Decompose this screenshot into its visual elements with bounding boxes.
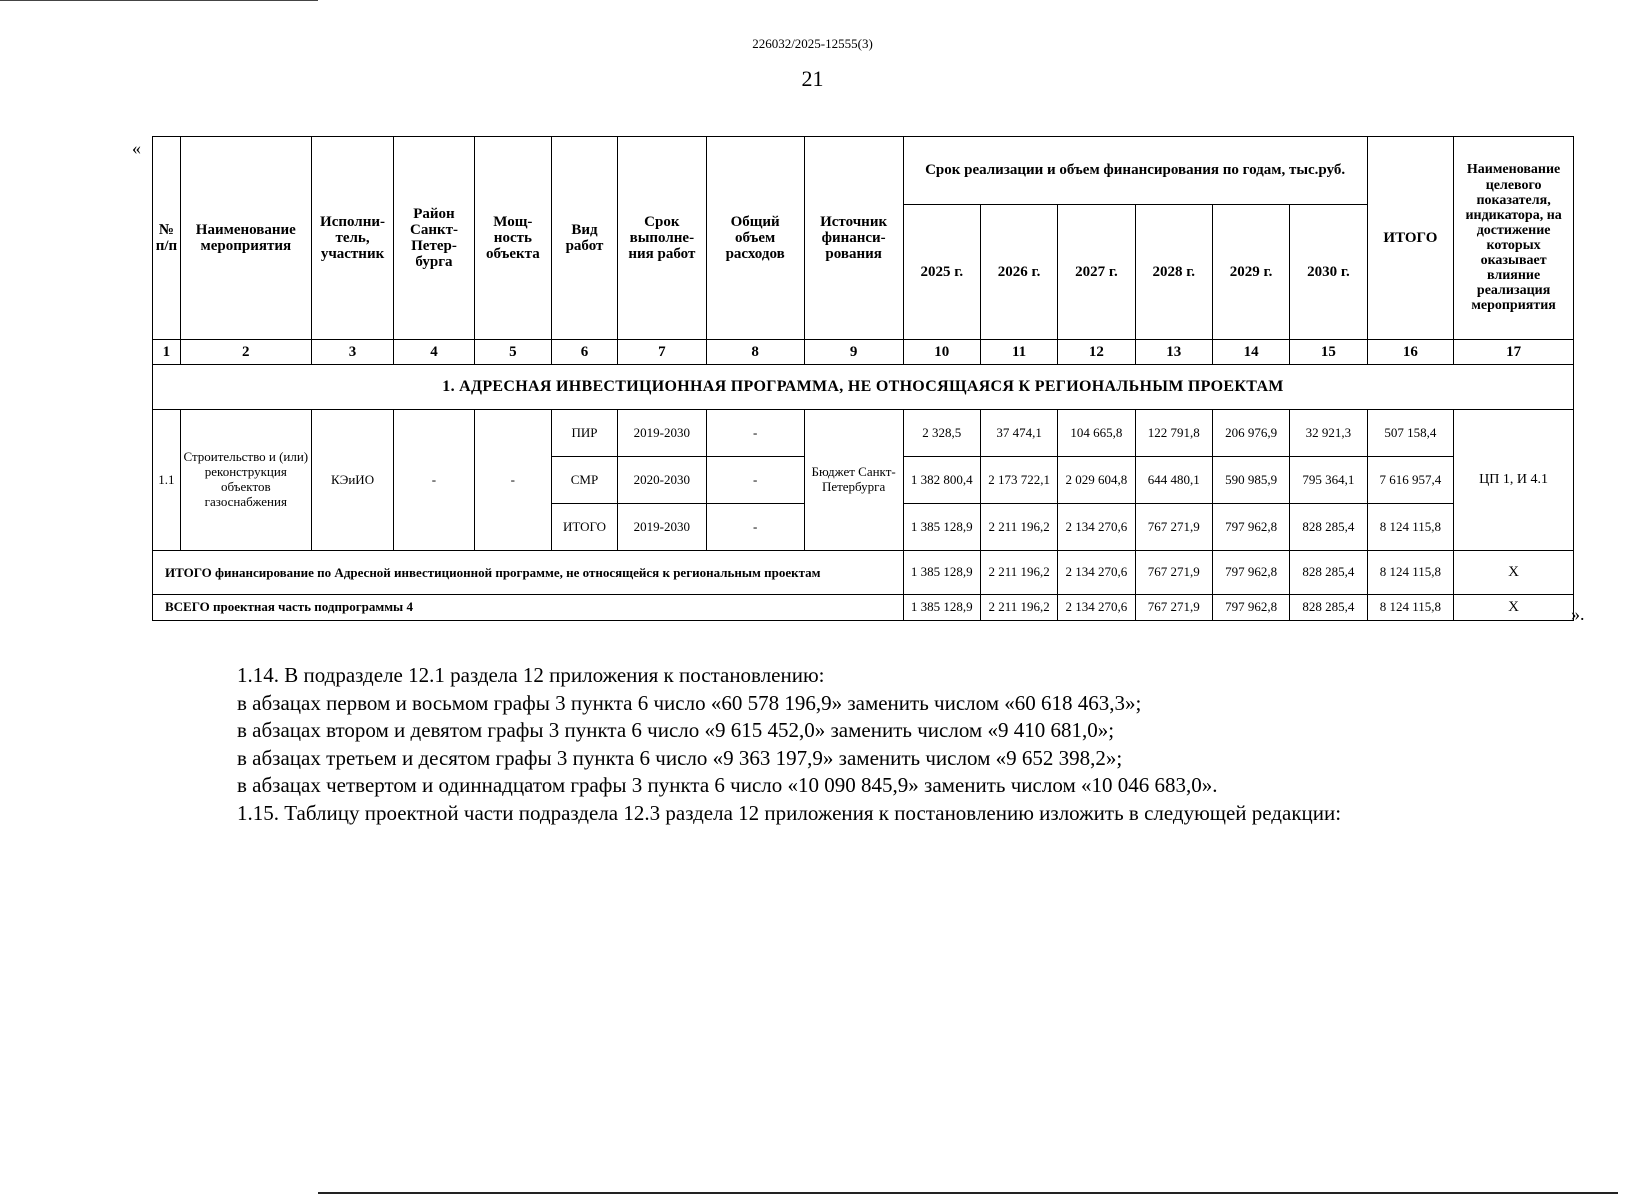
value-2026: 2 211 196,2 [980,504,1057,551]
grand-total-label: ВСЕГО проектная часть подпрограммы 4 [153,595,904,621]
paragraph: 1.15. Таблицу проектной части подраздела 12.3 раздела 12 приложения к постановлению изложить в следующей редакции: [237,800,1342,825]
value-2030: 828 285,4 [1290,551,1367,595]
column-number: 11 [980,340,1057,365]
value-2029: 797 962,8 [1212,504,1289,551]
value-2027: 2 029 604,8 [1058,457,1135,504]
col-total-cost-header: Общий объем расходов [706,137,804,340]
col-executor-header: Исполни-тель, участник [311,137,393,340]
year-2030-header: 2030 г. [1290,205,1367,340]
value-2029: 206 976,9 [1212,410,1289,457]
column-number: 15 [1290,340,1367,365]
top-rule [0,0,318,1]
item-capacity: - [474,410,551,551]
value-2028: 767 271,9 [1135,504,1212,551]
column-number: 9 [804,340,903,365]
work-type: ПИР [552,410,618,457]
header-row [153,137,1574,205]
value-2030: 795 364,1 [1290,457,1367,504]
value-2025: 1 385 128,9 [903,504,980,551]
column-number: 17 [1454,340,1574,365]
year-2027-header: 2027 г. [1058,205,1135,340]
value-2027: 2 134 270,6 [1058,595,1135,621]
value-2025: 1 385 128,9 [903,595,980,621]
grand-total-row [153,595,1574,621]
financing-table [152,136,1574,621]
column-number: 2 [180,340,311,365]
paragraph: в абзацах третьем и десятом графы 3 пункта 6 число «9 363 197,9» заменить числом «9 652 398,2»; [237,745,1123,770]
body-text [237,662,1597,827]
target-indicator: Х [1454,595,1574,621]
value-2029: 590 985,9 [1212,457,1289,504]
value-2026: 2 211 196,2 [980,551,1057,595]
value-total: 8 124 115,8 [1367,595,1454,621]
item-name: Строительство и (или) реконструкция объектов газоснабжения [180,410,311,551]
column-number: 14 [1212,340,1289,365]
column-number: 8 [706,340,804,365]
years-group-header: Срок реализации и объем финансирования по годам, тыс.руб. [903,137,1367,205]
work-period: 2020-2030 [618,457,707,504]
work-period: 2019-2030 [618,504,707,551]
paragraph: в абзацах четвертом и одиннадцатом графы 3 пункта 6 число «10 090 845,9» заменить числом «10 046 683,0». [237,773,1218,797]
col-source-header: Источник финанси-рования [804,137,903,340]
document-number: 226032/2025-12555(3) [752,36,873,51]
column-number: 13 [1135,340,1212,365]
value-2029: 797 962,8 [1212,595,1289,621]
paragraph: в абзацах первом и восьмом графы 3 пункта 6 число «60 578 196,9» заменить числом «60 618 463,3»; [237,690,1142,715]
value-2027: 2 134 270,6 [1058,551,1135,595]
value-total: 7 616 957,4 [1367,457,1454,504]
value-total: 507 158,4 [1367,410,1454,457]
value-2028: 767 271,9 [1135,551,1212,595]
column-number: 6 [552,340,618,365]
work-type: ИТОГО [552,504,618,551]
paragraph: 1.14. В подразделе 12.1 раздела 12 приложения к постановлению: [237,663,825,687]
total-cost: - [706,410,804,457]
column-number: 1 [153,340,181,365]
col-work-type-header: Вид работ [552,137,618,340]
table-row [153,410,1574,457]
work-period: 2019-2030 [618,410,707,457]
value-2027: 2 134 270,6 [1058,504,1135,551]
value-2026: 2 173 722,1 [980,457,1057,504]
target-indicator: Х [1454,551,1574,595]
col-capacity-header: Мощ-ность объекта [474,137,551,340]
col-num-header: № п/п [153,137,181,340]
col-district-header: Район Санкт-Петер-бурга [394,137,474,340]
year-2026-header: 2026 г. [980,205,1057,340]
value-2026: 37 474,1 [980,410,1057,457]
bottom-rule [318,1192,1618,1194]
value-2028: 122 791,8 [1135,410,1212,457]
column-number: 10 [903,340,980,365]
total-cost: - [706,457,804,504]
opening-quote: « [132,138,141,158]
column-number: 12 [1058,340,1135,365]
program-total-row [153,551,1574,595]
value-total: 8 124 115,8 [1367,504,1454,551]
value-2030: 828 285,4 [1290,504,1367,551]
col-total-header: ИТОГО [1367,137,1454,340]
target-indicator: ЦП 1, И 4.1 [1454,410,1574,551]
value-2030: 828 285,4 [1290,595,1367,621]
year-2029-header: 2029 г. [1212,205,1289,340]
value-2026: 2 211 196,2 [980,595,1057,621]
value-2030: 32 921,3 [1290,410,1367,457]
program-total-label: ИТОГО финансирование по Адресной инвестиционной программе, не относящейся к региональным проектам [153,551,904,595]
item-number: 1.1 [153,410,181,551]
value-2028: 767 271,9 [1135,595,1212,621]
year-2025-header: 2025 г. [903,205,980,340]
value-2028: 644 480,1 [1135,457,1212,504]
value-2025: 2 328,5 [903,410,980,457]
value-2027: 104 665,8 [1058,410,1135,457]
funding-source: Бюджет Санкт-Петербурга [804,410,903,551]
value-2025: 1 382 800,4 [903,457,980,504]
column-number: 5 [474,340,551,365]
page-number: 21 [801,66,824,91]
paragraph: в абзацах втором и девятом графы 3 пункта 6 число «9 615 452,0» заменить числом «9 410 681,0»; [237,718,1115,742]
col-name-header: Наименование мероприятия [180,137,311,340]
value-2029: 797 962,8 [1212,551,1289,595]
column-number: 16 [1367,340,1454,365]
col-target-header: Наименование целевого показателя, индикатора, на достижение которых оказывает влияние реализация мероприятия [1454,137,1574,340]
section-title: 1. АДРЕСНАЯ ИНВЕСТИЦИОННАЯ ПРОГРАММА, НЕ ОТНОСЯЩАЯСЯ К РЕГИОНАЛЬНЫМ ПРОЕКТАМ [153,365,1574,410]
value-2025: 1 385 128,9 [903,551,980,595]
year-2028-header: 2028 г. [1135,205,1212,340]
total-cost: - [706,504,804,551]
column-numbers-row [153,340,1574,365]
work-type: СМР [552,457,618,504]
column-number: 7 [618,340,707,365]
column-number: 3 [311,340,393,365]
value-total: 8 124 115,8 [1367,551,1454,595]
column-number: 4 [394,340,474,365]
item-district: - [394,410,474,551]
closing-quote: ». [1571,604,1585,624]
item-executor: КЭиИО [311,410,393,551]
col-deadline-header: Срок выполне-ния работ [618,137,707,340]
section-row [153,365,1574,410]
